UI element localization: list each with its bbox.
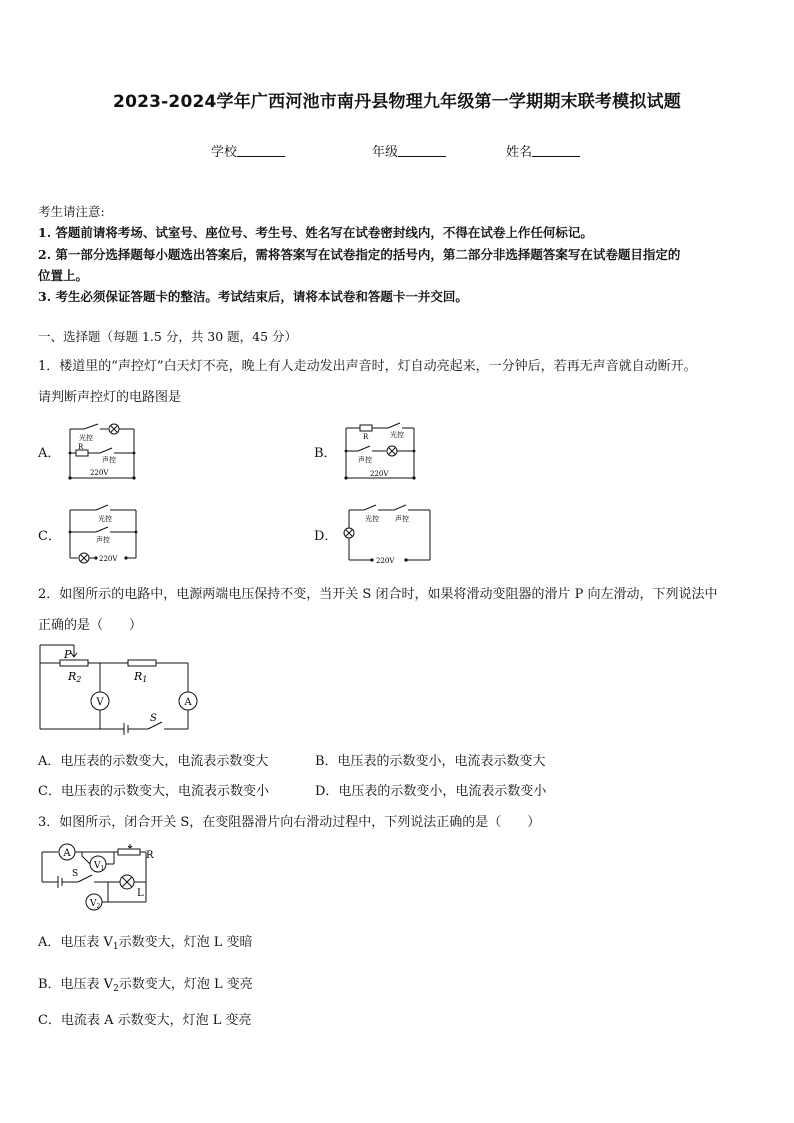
q1-stem-line2: 请判断声控灯的电路图是 xyxy=(38,390,182,405)
notice-heading: 考生请注意: xyxy=(38,204,105,219)
q2-option-b: B．电压表的示数变小，电流表示数变大 xyxy=(315,754,546,769)
svg-text:R1 xyxy=(133,670,147,684)
q1b-light-label: 光控 xyxy=(390,431,404,439)
q1-circuit-c xyxy=(62,502,142,566)
q2-ammeter-label: A xyxy=(184,697,192,708)
q1d-voltage-label: 220V xyxy=(376,557,395,565)
q1d-sound-label: 声控 xyxy=(395,515,409,523)
name-field xyxy=(506,141,580,160)
q3-v2-label: V xyxy=(90,899,97,909)
q3-r-label: R xyxy=(146,850,154,861)
grade-blank xyxy=(398,144,446,157)
name-label: 姓名 xyxy=(506,145,533,160)
q3-circuit xyxy=(38,840,160,912)
school-field xyxy=(211,141,285,160)
q1-circuit-b xyxy=(338,420,422,484)
q1-option-b-label: B． xyxy=(314,446,337,461)
q1b-r-label: R xyxy=(363,433,369,441)
q3-stem: 3．如图所示，闭合开关 S，在变阻器滑片向右滑动过程中，下列说法正确的是（ ） xyxy=(38,815,541,830)
school-blank xyxy=(237,144,285,157)
grade-label: 年级 xyxy=(372,145,399,160)
notice-item-2: 2. 第一部分选择题每小题选出答案后，需将答案写在试卷指定的括号内，第二部分非选择题答案写在试卷题目指定的 xyxy=(38,247,681,262)
q3-option-b-pre: B．电压表 V xyxy=(38,977,114,992)
q3-option-b-post: 示数变大，灯泡 L 变亮 xyxy=(118,977,253,992)
q1-option-a-label: A． xyxy=(38,446,61,461)
notice-item-2-cont: 位置上。 xyxy=(38,268,89,283)
q1-option-d-label: D． xyxy=(314,529,338,544)
q1a-light-label: 光控 xyxy=(79,434,93,442)
q3-v2-sub: 2 xyxy=(96,903,101,910)
notice-item-1: 1. 答题前请将考场、试室号、座位号、考生号、姓名写在试卷密封线内，不得在试卷上作任何标记。 xyxy=(38,225,593,240)
q2-r1-sub: 1 xyxy=(142,675,148,684)
q1a-r-label: R xyxy=(78,443,84,451)
q3-option-a-sub: 1 xyxy=(112,942,119,952)
q2-option-c: C．电压表的示数变大，电流表示数变小 xyxy=(38,784,269,799)
q3-l-label: L xyxy=(137,888,144,899)
q3-option-a-post: 示数变大，灯泡 L 变暗 xyxy=(118,935,253,950)
q1a-voltage-label: 220V xyxy=(90,469,109,477)
q3-option-a-pre: A．电压表 V xyxy=(38,935,113,950)
q2-r1-label: R xyxy=(134,670,143,683)
q1-option-c-label: C． xyxy=(38,529,61,544)
q3-option-a xyxy=(38,931,253,950)
q1a-sound-label: 声控 xyxy=(102,456,116,464)
q2-stem-line1: 2．如图所示的电路中，电源两端电压保持不变，当开关 S 闭合时，如果将滑动变阻器的滑片 P 向左滑动，下列说法中 xyxy=(38,587,718,602)
q2-voltmeter-label: V xyxy=(96,697,104,708)
q2-switch-label: S xyxy=(150,713,157,724)
q1c-light-label: 光控 xyxy=(98,515,112,523)
q3-option-b-sub: 2 xyxy=(113,984,119,994)
svg-text:R2 xyxy=(67,670,81,684)
q1d-light-label: 光控 xyxy=(365,515,379,523)
grade-field xyxy=(372,141,446,160)
q1c-voltage-label: 220V xyxy=(99,555,118,563)
q2-p-label: P xyxy=(64,648,72,661)
q2-circuit xyxy=(36,643,214,737)
q1b-voltage-label: 220V xyxy=(370,470,389,478)
name-blank xyxy=(532,144,580,157)
q3-option-c: C．电流表 A 示数变大，灯泡 L 变亮 xyxy=(38,1013,252,1028)
q3-v1-sub: 1 xyxy=(100,865,105,872)
page-title: 2023-2024学年广西河池市南丹县物理九年级第一学期期末联考模拟试题 xyxy=(113,92,681,112)
q1b-sound-label: 声控 xyxy=(358,456,372,464)
q3-option-b xyxy=(38,973,253,992)
q2-option-a: A．电压表的示数变大，电流表示数变大 xyxy=(38,754,269,769)
q1-circuit-a xyxy=(62,420,142,484)
q2-r2-sub: 2 xyxy=(76,675,82,684)
q1c-sound-label: 声控 xyxy=(96,536,110,544)
school-label: 学校 xyxy=(211,145,238,160)
q1-circuit-d xyxy=(336,502,436,566)
q2-stem-line2: 正确的是（ ） xyxy=(38,618,143,633)
q3-s-label: S xyxy=(72,869,79,879)
q1-stem-line1: 1．楼道里的“声控灯”白天灯不亮，晚上有人走动发出声音时，灯自动亮起来，一分钟后，若再无声音就自动断开。 xyxy=(38,359,697,374)
q2-option-d: D．电压表的示数变小，电流表示数变小 xyxy=(315,784,547,799)
section-heading: 一、选择题（每题 1.5 分，共 30 题，45 分） xyxy=(38,329,298,344)
svg-text:V1 xyxy=(93,861,104,872)
q3-v1-label: V xyxy=(94,861,101,871)
q2-r2-label: R xyxy=(68,670,77,683)
q3-ammeter-label: A xyxy=(63,848,71,859)
notice-item-3: 3. 考生必须保证答题卡的整洁。考试结束后，请将本试卷和答题卡一并交回。 xyxy=(38,289,468,304)
